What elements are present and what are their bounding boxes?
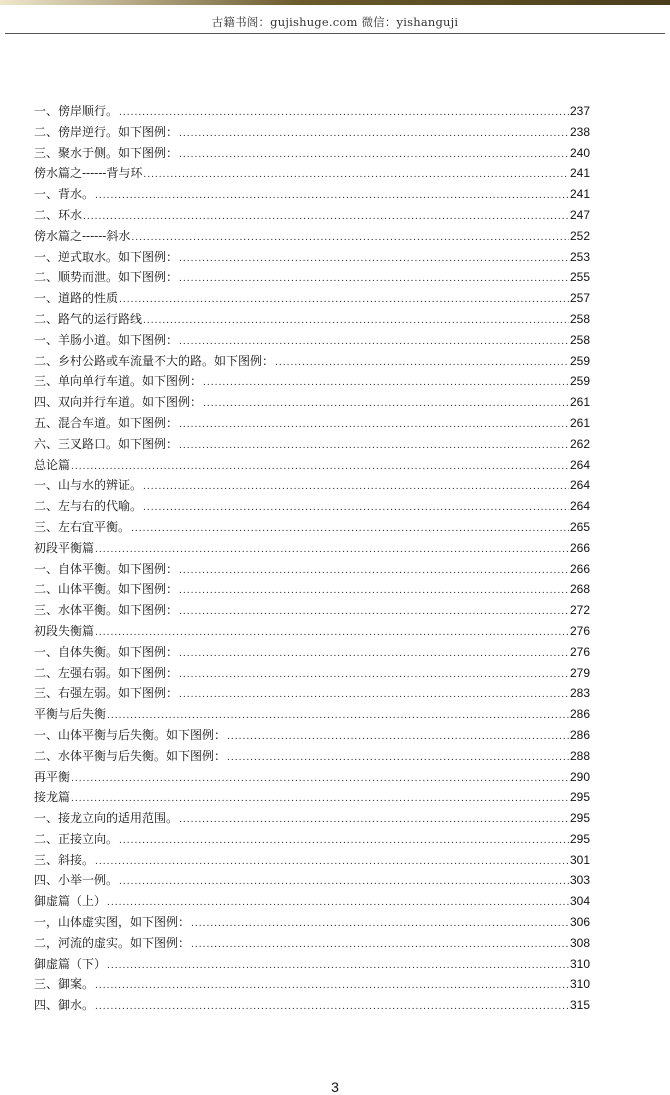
toc-entry-title: 傍水篇之------斜水	[34, 228, 131, 243]
toc-entry-page: 258	[569, 332, 590, 347]
toc-entry-page: 264	[569, 478, 590, 493]
toc-dot-leader	[179, 413, 569, 434]
toc-entry[interactable]	[34, 600, 590, 621]
toc-entry[interactable]	[34, 475, 590, 496]
toc-entry-title: 三、斜接。	[34, 852, 95, 867]
toc-dot-leader	[179, 330, 569, 351]
toc-dot-leader	[143, 475, 569, 496]
toc-entry-title: 一、山体平衡与后失衡。如下图例：	[34, 727, 227, 742]
toc-entry-page: 241	[569, 187, 590, 202]
toc-dot-leader	[131, 517, 569, 538]
toc-entry[interactable]	[34, 434, 590, 455]
toc-entry-page: 252	[569, 228, 590, 243]
toc-entry[interactable]	[34, 995, 590, 1016]
toc-dot-leader	[143, 309, 569, 330]
toc-dot-leader	[227, 746, 569, 767]
toc-entry[interactable]	[34, 371, 590, 392]
page-number: 3	[331, 1079, 339, 1095]
toc-dot-leader	[71, 455, 569, 476]
toc-dot-leader	[107, 704, 569, 725]
toc-dot-leader	[179, 683, 569, 704]
toc-entry-page: 276	[569, 644, 590, 659]
toc-dot-leader	[95, 850, 569, 871]
toc-dot-leader	[191, 912, 569, 933]
toc-entry-page: 295	[569, 790, 590, 805]
toc-entry[interactable]	[34, 226, 590, 247]
toc-entry-page: 262	[569, 436, 590, 451]
toc-entry-title: 四、小举一例。	[34, 873, 119, 888]
toc-entry-title: 二、山体平衡。如下图例：	[34, 582, 179, 597]
toc-entry-page: 259	[569, 374, 590, 389]
toc-dot-leader	[95, 184, 569, 205]
toc-entry-title: 二、左与右的代喻。	[34, 499, 143, 514]
toc-entry-title: 一、羊肠小道。如下图例：	[34, 332, 179, 347]
toc-entry-title: 御虚篇（下）	[34, 956, 107, 971]
toc-dot-leader	[179, 808, 569, 829]
toc-entry-title: 一、道路的性质	[34, 291, 119, 306]
toc-entry-page: 315	[569, 998, 590, 1013]
toc-dot-leader	[179, 247, 569, 268]
toc-entry[interactable]	[34, 621, 590, 642]
toc-entry-title: 二、路气的运行路线	[34, 311, 143, 326]
toc-entry-page: 261	[569, 395, 590, 410]
toc-entry[interactable]	[34, 829, 590, 850]
toc-entry[interactable]	[34, 143, 590, 164]
toc-entry-page: 266	[569, 561, 590, 576]
toc-entry[interactable]	[34, 205, 590, 226]
toc-entry-title: 二、水体平衡与后失衡。如下图例：	[34, 748, 227, 763]
toc-entry[interactable]	[34, 122, 590, 143]
toc-dot-leader	[203, 371, 569, 392]
toc-dot-leader	[95, 621, 569, 642]
toc-entry[interactable]	[34, 455, 590, 476]
toc-entry-title: 一、自体失衡。如下图例：	[34, 644, 179, 659]
header-decoration-bar	[0, 0, 670, 5]
toc-entry-title: 六、三叉路口。如下图例：	[34, 436, 179, 451]
toc-entry-title: 三、右强左弱。如下图例：	[34, 686, 179, 701]
toc-entry-title: 一、自体平衡。如下图例：	[34, 561, 179, 576]
toc-entry[interactable]	[34, 974, 590, 995]
toc-dot-leader	[179, 143, 569, 164]
toc-entry-title: 三、单向单行车道。如下图例：	[34, 374, 203, 389]
toc-dot-leader	[179, 267, 569, 288]
toc-entry-title: 三、聚水于侧。如下图例：	[34, 145, 179, 160]
toc-entry-page: 304	[569, 894, 590, 909]
toc-entry-page: 286	[569, 707, 590, 722]
toc-entry-title: 四、御水。	[34, 998, 95, 1013]
toc-entry-page: 247	[569, 207, 590, 222]
toc-entry-title: 二、傍岸逆行。如下图例：	[34, 124, 179, 139]
toc-dot-leader	[179, 642, 569, 663]
toc-entry[interactable]	[34, 517, 590, 538]
toc-entry[interactable]	[34, 912, 590, 933]
toc-entry[interactable]	[34, 184, 590, 205]
toc-entry[interactable]	[34, 808, 590, 829]
toc-entry-title: 再平衡	[34, 769, 71, 784]
toc-entry[interactable]	[34, 413, 590, 434]
toc-entry-page: 272	[569, 603, 590, 618]
toc-entry[interactable]	[34, 870, 590, 891]
toc-dot-leader	[275, 351, 569, 372]
header-divider	[5, 33, 665, 34]
toc-entry-title: 御虚篇（上）	[34, 894, 107, 909]
toc-dot-leader	[95, 538, 569, 559]
toc-entry-page: 288	[569, 748, 590, 763]
toc-entry-page: 279	[569, 665, 590, 680]
page-header: 古籍书阁：gujishuge.com 微信：yishanguji	[211, 15, 459, 29]
toc-entry-title: 傍水篇之------背与环	[34, 166, 143, 181]
toc-entry[interactable]	[34, 538, 590, 559]
toc-dot-leader	[131, 226, 569, 247]
toc-dot-leader	[71, 767, 569, 788]
toc-entry[interactable]	[34, 787, 590, 808]
toc-entry-title: 一、接龙立向的适用范围。	[34, 811, 179, 826]
toc-entry-page: 268	[569, 582, 590, 597]
toc-entry-title: 总论篇	[34, 457, 71, 472]
toc-entry-title: 二、环水	[34, 207, 83, 222]
toc-entry-title: 一、傍岸顺行。	[34, 104, 119, 118]
toc-entry-page: 306	[569, 915, 590, 930]
toc-entry-page: 261	[569, 415, 590, 430]
toc-dot-leader	[143, 163, 569, 184]
toc-entry-title: 二、正接立向。	[34, 831, 119, 846]
toc-entry-title: 三、水体平衡。如下图例：	[34, 603, 179, 618]
toc-entry-page: 259	[569, 353, 590, 368]
toc-dot-leader	[191, 933, 569, 954]
toc-dot-leader	[119, 101, 569, 122]
toc-entry-page: 237	[569, 104, 590, 118]
toc-entry-page: 238	[569, 124, 590, 139]
toc-dot-leader	[107, 891, 569, 912]
toc-entry-title: 一，山体虚实图，如下图例：	[34, 915, 191, 930]
toc-entry-page: 266	[569, 540, 590, 555]
toc-entry[interactable]	[34, 267, 590, 288]
toc-entry[interactable]	[34, 309, 590, 330]
toc-entry[interactable]	[34, 683, 590, 704]
toc-entry[interactable]	[34, 746, 590, 767]
toc-entry-page: 240	[569, 145, 590, 160]
toc-entry[interactable]	[34, 954, 590, 975]
toc-entry-page: 308	[569, 935, 590, 950]
toc-entry-title: 二，河流的虚实。如下图例：	[34, 935, 191, 950]
toc-entry-page: 253	[569, 249, 590, 264]
toc-dot-leader	[179, 559, 569, 580]
toc-dot-leader	[179, 434, 569, 455]
toc-dot-leader	[119, 829, 569, 850]
toc-entry[interactable]	[34, 704, 590, 725]
toc-entry-page: 310	[569, 977, 590, 992]
toc-entry-title: 接龙篇	[34, 790, 71, 805]
toc-entry-title: 初段平衡篇	[34, 540, 95, 555]
toc-entry-page: 264	[569, 499, 590, 514]
toc-dot-leader	[179, 579, 569, 600]
toc-entry-title: 三、御案。	[34, 977, 95, 992]
toc-entry-page: 283	[569, 686, 590, 701]
toc-dot-leader	[179, 663, 569, 684]
toc-dot-leader	[95, 995, 569, 1016]
toc-entry[interactable]	[34, 663, 590, 684]
toc-entry[interactable]	[34, 163, 590, 184]
toc-entry-title: 四、双向并行车道。如下图例：	[34, 395, 203, 410]
toc-entry-title: 平衡与后失衡	[34, 707, 107, 722]
toc-dot-leader	[143, 496, 569, 517]
toc-entry-page: 290	[569, 769, 590, 784]
toc-dot-leader	[71, 787, 569, 808]
toc-entry-page: 310	[569, 956, 590, 971]
toc-entry[interactable]	[34, 247, 590, 268]
toc-entry-title: 三、左右宜平衡。	[34, 519, 131, 534]
toc-entry[interactable]	[34, 579, 590, 600]
toc-entry-page: 257	[569, 291, 590, 306]
toc-entry-title: 一、逆式取水。如下图例：	[34, 249, 179, 264]
toc-entry-title: 二、乡村公路或车流量不大的路。如下图例：	[34, 353, 275, 368]
toc-entry-page: 264	[569, 457, 590, 472]
toc-entry[interactable]	[34, 767, 590, 788]
toc-entry[interactable]	[34, 891, 590, 912]
toc-entry-page: 258	[569, 311, 590, 326]
toc-entry-title: 二、顺势而泄。如下图例：	[34, 270, 179, 285]
toc-entry-page: 295	[569, 811, 590, 826]
toc-entry-page: 265	[569, 519, 590, 534]
toc-entry[interactable]	[34, 642, 590, 663]
toc-entry[interactable]	[34, 933, 590, 954]
toc-entry-page: 295	[569, 831, 590, 846]
toc-entry[interactable]	[34, 330, 590, 351]
toc-entry-page: 301	[569, 852, 590, 867]
toc-dot-leader	[83, 205, 569, 226]
toc-dot-leader	[179, 600, 569, 621]
toc-entry[interactable]	[34, 725, 590, 746]
toc-dot-leader	[95, 974, 569, 995]
toc-entry-page: 255	[569, 270, 590, 285]
toc-dot-leader	[119, 288, 569, 309]
toc-entry-title: 一、背水。	[34, 187, 95, 202]
toc-entry-page: 286	[569, 727, 590, 742]
toc-entry[interactable]	[34, 288, 590, 309]
toc-dot-leader	[179, 122, 569, 143]
toc-entry-page: 276	[569, 623, 590, 638]
toc-dot-leader	[203, 392, 569, 413]
toc-entry-title: 初段失衡篇	[34, 623, 95, 638]
toc-entry[interactable]	[34, 559, 590, 580]
toc-entry-title: 五、混合车道。如下图例：	[34, 415, 179, 430]
toc-entry-title: 一、山与水的辨证。	[34, 478, 143, 493]
toc-entry[interactable]	[34, 101, 590, 122]
toc-entry[interactable]	[34, 392, 590, 413]
toc-entry-title: 二、左强右弱。如下图例：	[34, 665, 179, 680]
toc-entry[interactable]	[34, 496, 590, 517]
toc-entry[interactable]	[34, 351, 590, 372]
toc-entry[interactable]	[34, 850, 590, 871]
toc-dot-leader	[227, 725, 569, 746]
toc-entry-page: 303	[569, 873, 590, 888]
toc-entry-page: 241	[569, 166, 590, 181]
toc-dot-leader	[107, 954, 569, 975]
toc-dot-leader	[119, 870, 569, 891]
table-of-contents	[34, 101, 590, 1016]
